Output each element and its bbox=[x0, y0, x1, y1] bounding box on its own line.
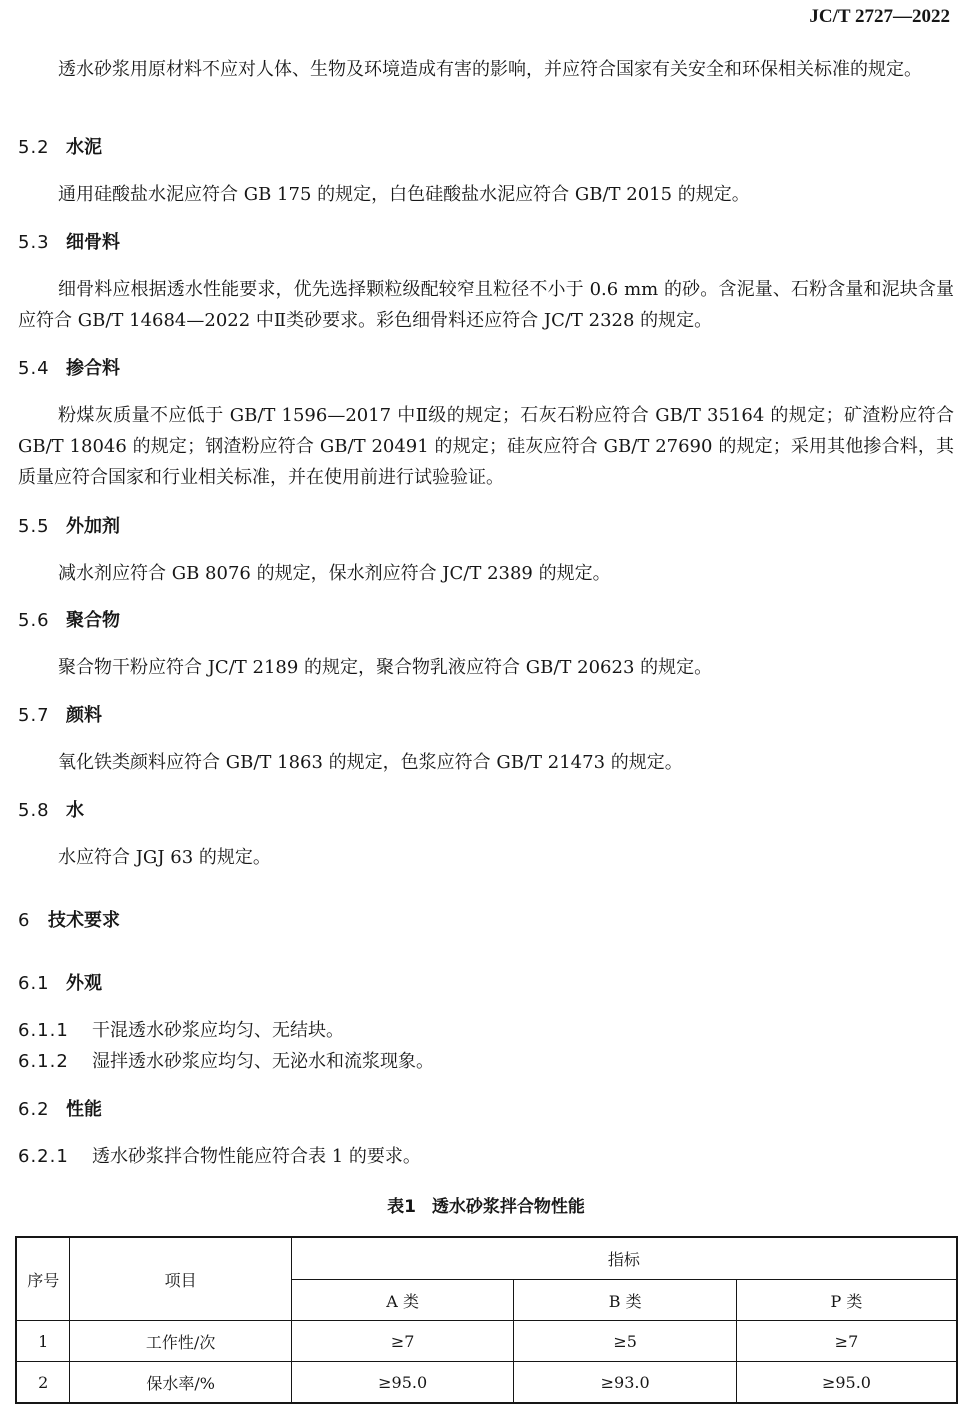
heading-title: 掺合料 bbox=[66, 358, 120, 379]
pigment-paragraph: 氧化铁类颜料应符合 GB/T 1863 的规定，色浆应符合 GB/T 21473 的规定。 bbox=[58, 752, 683, 773]
col-header-class-b: B 类 bbox=[514, 1280, 737, 1321]
heading-5-8 bbox=[18, 795, 84, 826]
heading-number: 5.3 bbox=[18, 232, 50, 253]
cell-no: 1 bbox=[16, 1321, 70, 1362]
table-row bbox=[16, 1321, 957, 1362]
mixture-performance-table bbox=[15, 1236, 958, 1404]
col-header-no: 序号 bbox=[16, 1237, 70, 1321]
heading-5-5 bbox=[18, 511, 120, 542]
col-header-class-p: P 类 bbox=[736, 1280, 957, 1321]
heading-title: 外观 bbox=[66, 973, 102, 994]
cell-class-b: ≥93.0 bbox=[514, 1362, 737, 1404]
clause-text: 干混透水砂浆应均匀、无结块。 bbox=[92, 1020, 344, 1041]
heading-title: 细骨料 bbox=[66, 232, 120, 253]
cell-item: 工作性/次 bbox=[70, 1321, 291, 1362]
polymer-paragraph: 聚合物干粉应符合 JC/T 2189 的规定，聚合物乳液应符合 GB/T 20623 的规定。 bbox=[58, 657, 713, 678]
heading-number: 5.8 bbox=[18, 800, 50, 821]
raw-materials-paragraph: 透水砂浆用原材料不应对人体、生物及环境造成有害的影响，并应符合国家有关安全和环保相关标准的规定。 bbox=[58, 59, 922, 80]
heading-5-3 bbox=[18, 227, 120, 258]
clause-text: 湿拌透水砂浆应均匀、无泌水和流浆现象。 bbox=[92, 1051, 434, 1072]
clause-6-1-1 bbox=[18, 1015, 954, 1046]
heading-title: 聚合物 bbox=[66, 610, 120, 631]
table-row bbox=[16, 1362, 957, 1404]
heading-5-7 bbox=[18, 700, 102, 731]
heading-title: 水 bbox=[66, 800, 84, 821]
heading-number: 5.4 bbox=[18, 358, 50, 379]
heading-5-4 bbox=[18, 353, 120, 384]
heading-6-1 bbox=[18, 968, 102, 999]
fine-aggregate-paragraph: 细骨料应根据透水性能要求，优先选择颗粒级配较窄且粒径不小于 0.6 mm 的砂。含泥量、石粉含量和泥块含量应符合 GB/T 14684—2022 中Ⅱ类砂要求。彩色细骨料还应符合 JC/T 2328 的规定。 bbox=[18, 279, 954, 331]
heading-number: 6.2 bbox=[18, 1099, 50, 1120]
heading-6 bbox=[18, 905, 120, 936]
cell-item: 保水率/% bbox=[70, 1362, 291, 1404]
heading-5-6 bbox=[18, 605, 120, 636]
heading-title: 性能 bbox=[66, 1099, 102, 1120]
col-header-class-a: A 类 bbox=[291, 1280, 514, 1321]
table-header-row bbox=[16, 1237, 957, 1280]
clause-6-1-2 bbox=[18, 1046, 954, 1077]
clause-text: 透水砂浆拌合物性能应符合表 1 的要求。 bbox=[92, 1146, 421, 1167]
col-header-index: 指标 bbox=[291, 1237, 957, 1280]
cell-class-p: ≥95.0 bbox=[736, 1362, 957, 1404]
cement-paragraph: 通用硅酸盐水泥应符合 GB 175 的规定，白色硅酸盐水泥应符合 GB/T 2015 的规定。 bbox=[58, 184, 750, 205]
table-caption bbox=[0, 1192, 972, 1217]
cell-no: 2 bbox=[16, 1362, 70, 1404]
admixture-paragraph: 粉煤灰质量不应低于 GB/T 1596—2017 中Ⅱ级的规定；石灰石粉应符合 GB/T 35164 的规定；矿渣粉应符合 GB/T 18046 的规定；钢渣粉应符合 GB/T 20491 的规定；硅灰应符合 GB/T 27690 的规定；采用其他掺合料，其质量应符合国家和行业相关标准，并在使用前进行试验验证。 bbox=[18, 405, 954, 488]
clause-6-2-1 bbox=[18, 1141, 954, 1172]
heading-5-2 bbox=[18, 132, 102, 163]
table-title: 透水砂浆拌合物性能 bbox=[431, 1197, 585, 1217]
heading-number: 5.6 bbox=[18, 610, 50, 631]
additive-paragraph: 减水剂应符合 GB 8076 的规定，保水剂应符合 JC/T 2389 的规定。 bbox=[58, 563, 611, 584]
heading-number: 5.7 bbox=[18, 705, 50, 726]
clause-number: 6.1.2 bbox=[18, 1051, 69, 1072]
table-number: 表1 bbox=[387, 1197, 416, 1217]
heading-number: 6 bbox=[18, 910, 31, 931]
cell-class-b: ≥5 bbox=[514, 1321, 737, 1362]
cell-class-p: ≥7 bbox=[736, 1321, 957, 1362]
heading-title: 颜料 bbox=[66, 705, 102, 726]
clause-number: 6.1.1 bbox=[18, 1020, 69, 1041]
cell-class-a: ≥7 bbox=[291, 1321, 514, 1362]
heading-title: 外加剂 bbox=[66, 516, 120, 537]
heading-6-2 bbox=[18, 1094, 102, 1125]
heading-title: 技术要求 bbox=[48, 910, 120, 931]
standard-code-header: JC/T 2727—2022 bbox=[809, 6, 950, 27]
heading-number: 6.1 bbox=[18, 973, 50, 994]
clause-number: 6.2.1 bbox=[18, 1146, 69, 1167]
cell-class-a: ≥95.0 bbox=[291, 1362, 514, 1404]
heading-number: 5.2 bbox=[18, 137, 50, 158]
heading-title: 水泥 bbox=[66, 137, 102, 158]
water-paragraph: 水应符合 JGJ 63 的规定。 bbox=[58, 847, 271, 868]
col-header-item: 项目 bbox=[70, 1237, 291, 1321]
heading-number: 5.5 bbox=[18, 516, 50, 537]
